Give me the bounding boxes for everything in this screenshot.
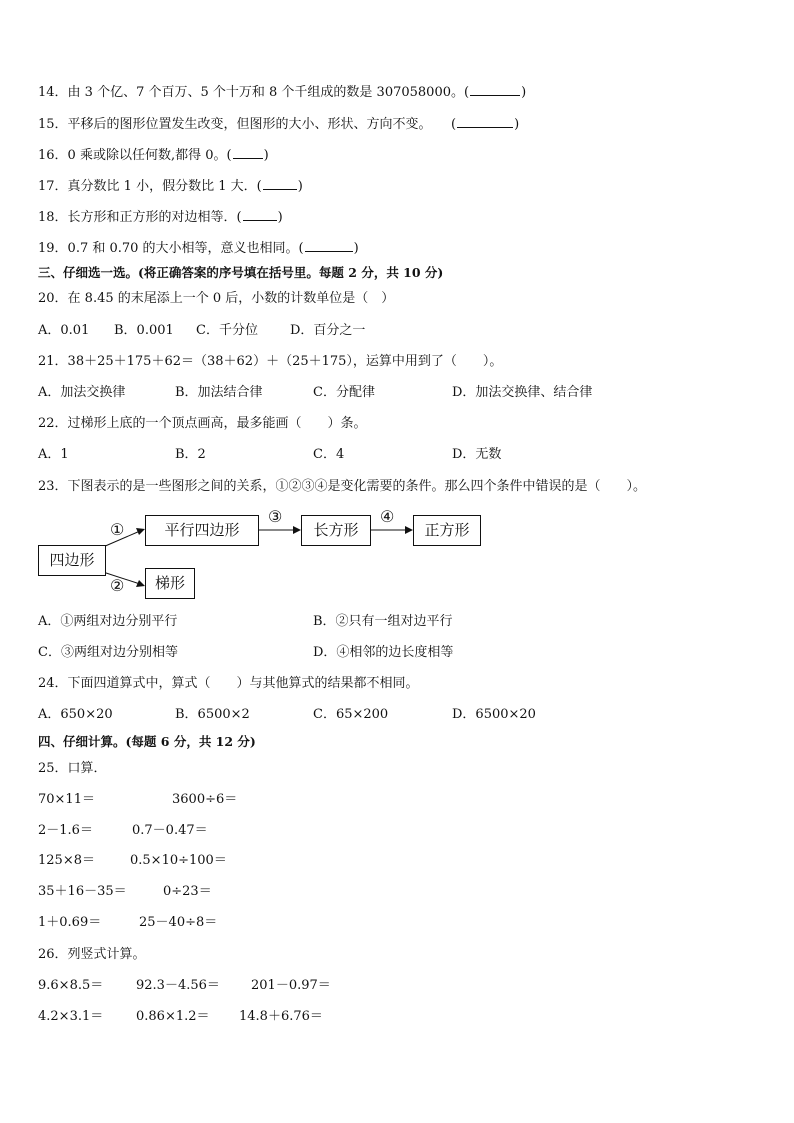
- box-quadrilateral: 四边形: [38, 545, 106, 576]
- mental-calc-item: 0÷23＝: [163, 884, 212, 899]
- q22-option-c[interactable]: C．4: [313, 447, 345, 462]
- q24-option-d[interactable]: D．6500×20: [452, 707, 536, 722]
- q24-option-c[interactable]: C．65×200: [313, 707, 389, 722]
- q24-option-a[interactable]: A．650×20: [38, 707, 113, 722]
- q20-option-a[interactable]: A．0.01: [38, 323, 90, 338]
- q21-option-c[interactable]: C．分配律: [313, 385, 375, 400]
- mental-calc-item: 1＋0.69＝: [38, 915, 102, 930]
- q20-option-d[interactable]: D．百分之一: [290, 323, 366, 338]
- question-14: 14．由 3 个亿、7 个百万、5 个十万和 8 个千组成的数是 307058000。( ): [38, 82, 526, 102]
- vertical-calc-item: 9.6×8.5＝: [38, 978, 104, 993]
- question-18: 18．长方形和正方形的对边相等．( ): [38, 207, 283, 227]
- question-17: 17．真分数比 1 小，假分数比 1 大．( ): [38, 176, 303, 196]
- mental-calc-item: 0.7－0.47＝: [132, 823, 208, 838]
- question-19: 19．0.7 和 0.70 的大小相等，意义也相同。( ): [38, 238, 359, 258]
- q23-option-a[interactable]: A．①两组对边分别平行: [38, 614, 178, 629]
- q21-option-b[interactable]: B．加法结合律: [175, 385, 263, 400]
- condition-2-label: ②: [110, 576, 125, 595]
- question-24-stem: 24．下面四道算式中，算式（ ）与其他算式的结果都不相同。: [38, 676, 419, 691]
- box-rectangle: 长方形: [301, 515, 371, 546]
- condition-3-label: ③: [268, 507, 283, 526]
- q22-option-b[interactable]: B．2: [175, 447, 206, 462]
- mental-calc-item: 2－1.6＝: [38, 823, 93, 838]
- condition-4-label: ④: [380, 507, 395, 526]
- q23-option-d[interactable]: D．④相邻的边长度相等: [313, 645, 454, 660]
- mental-calc-item: 70×11＝: [38, 792, 95, 807]
- q22-option-d[interactable]: D．无数: [452, 447, 502, 462]
- section-4-heading: 四、仔细计算。(每题 6 分，共 12 分): [38, 734, 256, 749]
- vertical-calc-item: 4.2×3.1＝: [38, 1009, 104, 1024]
- box-square: 正方形: [413, 515, 481, 546]
- question-21-stem: 21．38＋25＋175＋62＝（38＋62）＋（25＋175），运算中用到了（ ）。: [38, 354, 503, 369]
- box-parallelogram: 平行四边形: [145, 515, 259, 546]
- question-20-stem: 20．在 8.45 的末尾添上一个 0 后，小数的计数单位是（ ）: [38, 291, 395, 306]
- question-22-stem: 22．过梯形上底的一个顶点画高，最多能画（ ）条。: [38, 416, 367, 431]
- vertical-calc-item: 0.86×1.2＝: [136, 1009, 210, 1024]
- q21-option-a[interactable]: A．加法交换律: [38, 385, 126, 400]
- condition-1-label: ①: [110, 520, 125, 539]
- vertical-calc-item: 201－0.97＝: [251, 978, 331, 993]
- section-3-heading: 三、仔细选一选。(将正确答案的序号填在括号里。每题 2 分，共 10 分): [38, 265, 444, 280]
- question-23-stem: 23．下图表示的是一些图形之间的关系，①②③④是变化需要的条件。那么四个条件中错误的是（ ）。: [38, 479, 647, 494]
- q23-option-b[interactable]: B．②只有一组对边平行: [313, 614, 453, 629]
- box-trapezoid: 梯形: [145, 568, 195, 599]
- q24-option-b[interactable]: B．6500×2: [175, 707, 250, 722]
- vertical-calc-item: 92.3－4.56＝: [136, 978, 220, 993]
- q22-option-a[interactable]: A．1: [38, 447, 69, 462]
- mental-calc-item: 35＋16－35＝: [38, 884, 127, 899]
- mental-calc-item: 0.5×10÷100＝: [130, 853, 227, 868]
- question-25-stem: 25．口算．: [38, 761, 107, 776]
- mental-calc-item: 25－40÷8＝: [139, 915, 218, 930]
- q21-option-d[interactable]: D．加法交换律、结合律: [452, 385, 593, 400]
- question-26-stem: 26．列竖式计算。: [38, 947, 146, 962]
- mental-calc-item: 125×8＝: [38, 853, 95, 868]
- q20-option-c[interactable]: C．千分位: [196, 323, 258, 338]
- vertical-calc-item: 14.8＋6.76＝: [239, 1009, 323, 1024]
- mental-calc-item: 3600÷6＝: [172, 792, 238, 807]
- q23-option-c[interactable]: C．③两组对边分别相等: [38, 645, 178, 660]
- q20-option-b[interactable]: B．0.001: [114, 323, 174, 338]
- question-15: 15．平移后的图形位置发生改变，但图形的大小、形状、方向不变。 ( ): [38, 114, 519, 134]
- question-16: 16．0 乘或除以任何数,都得 0。( ): [38, 145, 269, 165]
